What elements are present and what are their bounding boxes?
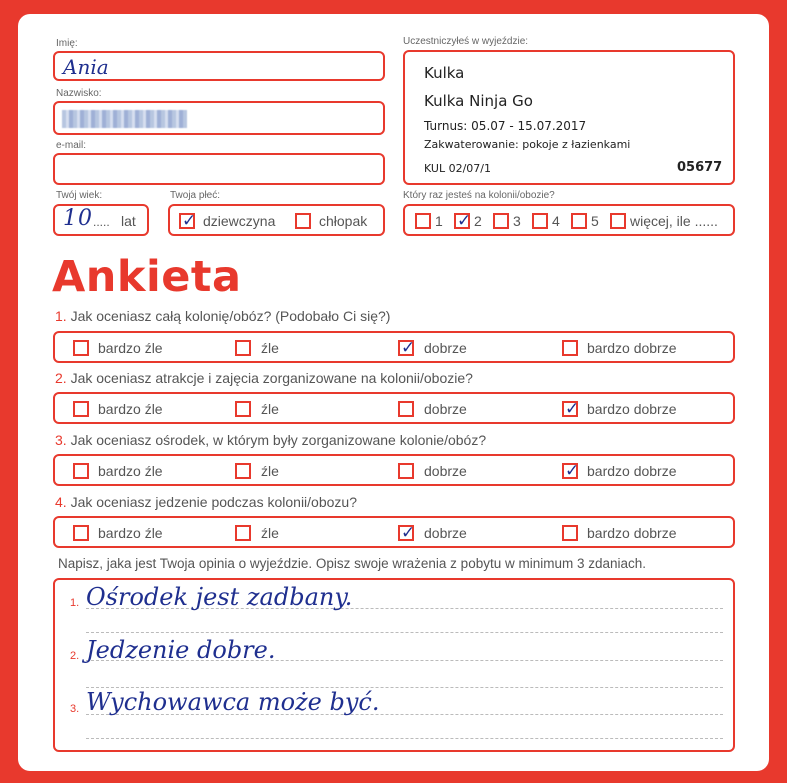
q4-checkbox-bardzo-zle[interactable] <box>73 525 89 541</box>
q2-label-dobrze: dobrze <box>424 401 467 417</box>
zakwaterowanie-value: pokoje z łazienkami <box>522 138 631 151</box>
question-3-scale <box>53 454 735 486</box>
question-3: 3. Jak oceniasz ośrodek, w którym były zorganizowane kolonie/obóz? <box>55 432 487 448</box>
trip-code: KUL 02/07/1 <box>424 162 491 175</box>
question-4: 4. Jak oceniasz jedzenie podczas kolonii/obozu? <box>55 494 357 510</box>
q4-checkbox-zle[interactable] <box>235 525 251 541</box>
times-label-1: 1 <box>435 213 443 229</box>
survey-title: Ankieta <box>52 252 242 302</box>
trip-line2: Kulka Ninja Go <box>424 92 533 110</box>
checkmark-icon: ✓ <box>401 338 416 358</box>
label-imie: Imię: <box>56 38 78 49</box>
question-2: 2. Jak oceniasz atrakcje i zajęcia zorganizowane na kolonii/obozie? <box>55 370 473 386</box>
q2-label-bardzo-dobrze: bardzo dobrze <box>587 401 677 417</box>
q1-label-dobrze: dobrze <box>424 340 467 356</box>
checkbox-times-3[interactable] <box>493 213 509 229</box>
times-label-4: 4 <box>552 213 560 229</box>
q3-checkbox-bardzo-dobrze[interactable] <box>562 463 578 479</box>
q3-label-zle: źle <box>261 463 279 479</box>
q4-checkbox-dobrze[interactable] <box>398 525 414 541</box>
checkmark-icon: ✓ <box>182 211 197 231</box>
q3-checkbox-dobrze[interactable] <box>398 463 414 479</box>
wiek-unit: lat <box>121 213 136 229</box>
wiek-field[interactable] <box>53 204 149 236</box>
times-label-2: 2 <box>474 213 482 229</box>
ktory-raz-field <box>403 204 735 236</box>
checkbox-times-2[interactable] <box>454 213 470 229</box>
label-nazwisko: Nazwisko: <box>56 88 102 99</box>
turnus-label: Turnus: <box>424 119 468 133</box>
label-email: e-mail: <box>56 140 87 151</box>
q4-label-zle: źle <box>261 525 279 541</box>
q4-label-dobrze: dobrze <box>424 525 467 541</box>
trip-info-box <box>403 50 735 185</box>
imie-field[interactable] <box>53 51 385 81</box>
checkmark-icon: ✓ <box>565 461 580 481</box>
q3-label-bardzo-dobrze: bardzo dobrze <box>587 463 677 479</box>
q3-checkbox-bardzo-zle[interactable] <box>73 463 89 479</box>
turnus-value: 05.07 - 15.07.2017 <box>471 119 587 133</box>
q2-label-bardzo-zle: bardzo źle <box>98 401 163 417</box>
redacted-surname <box>62 110 187 128</box>
writing-line-2 <box>86 632 723 633</box>
q1-checkbox-bardzo-dobrze[interactable] <box>562 340 578 356</box>
q1-label-bardzo-zle: bardzo źle <box>98 340 163 356</box>
wiek-value: 10 <box>63 206 93 231</box>
trip-line1: Kulka <box>424 64 465 82</box>
checkbox-times-1[interactable] <box>415 213 431 229</box>
checkmark-icon: ✓ <box>401 523 416 543</box>
label-dziewczyna: dziewczyna <box>203 213 276 229</box>
opinion-prompt: Napisz, jaka jest Twoja opinia o wyjeździe. Opisz swoje wrażenia z pobytu w minimum 3 zdaniach. <box>58 556 647 571</box>
q3-label-dobrze: dobrze <box>424 463 467 479</box>
writing-line-6 <box>86 738 723 739</box>
q3-checkbox-zle[interactable] <box>235 463 251 479</box>
opinion-line-1: Ośrodek jest zadbany. <box>86 583 353 611</box>
checkbox-times-5[interactable] <box>571 213 587 229</box>
checkbox-chlopak[interactable] <box>295 213 311 229</box>
q2-checkbox-zle[interactable] <box>235 401 251 417</box>
email-field[interactable] <box>53 153 385 185</box>
q2-label-zle: źle <box>261 401 279 417</box>
q2-checkbox-bardzo-dobrze[interactable] <box>562 401 578 417</box>
q1-checkbox-zle[interactable] <box>235 340 251 356</box>
imie-value: Ania <box>63 55 109 79</box>
label-plec: Twoja płeć: <box>170 190 221 201</box>
checkbox-times-4[interactable] <box>532 213 548 229</box>
opinion-line-num-1: 1. <box>70 597 80 609</box>
times-label-3: 3 <box>513 213 521 229</box>
opinion-line-3: Wychowawca może być. <box>86 688 380 716</box>
times-label-5: 5 <box>591 213 599 229</box>
checkbox-dziewczyna[interactable] <box>179 213 195 229</box>
checkbox-times-more[interactable] <box>610 213 626 229</box>
q2-checkbox-bardzo-zle[interactable] <box>73 401 89 417</box>
question-4-scale <box>53 516 735 548</box>
label-chlopak: chłopak <box>319 213 368 229</box>
question-2-scale <box>53 392 735 424</box>
plec-field <box>168 204 385 236</box>
checkmark-icon: ✓ <box>565 399 580 419</box>
q3-label-bardzo-zle: bardzo źle <box>98 463 163 479</box>
question-1: 1. Jak oceniasz całą kolonię/obóz? (Podobało Ci się?) <box>55 308 391 324</box>
q4-checkbox-bardzo-dobrze[interactable] <box>562 525 578 541</box>
checkmark-icon: ✓ <box>457 211 472 231</box>
q2-checkbox-dobrze[interactable] <box>398 401 414 417</box>
times-label-more: więcej, ile ...... <box>630 213 718 229</box>
q1-checkbox-bardzo-zle[interactable] <box>73 340 89 356</box>
label-wiek: Twój wiek: <box>56 190 103 201</box>
wiek-dots: ..... <box>93 215 110 229</box>
opinion-line-num-2: 2. <box>70 650 80 662</box>
label-uczestnik: Uczestniczyłeś w wyjeździe: <box>403 36 529 47</box>
label-ktory-raz: Który raz jesteś na kolonii/obozie? <box>403 190 555 201</box>
q4-label-bardzo-zle: bardzo źle <box>98 525 163 541</box>
q4-label-bardzo-dobrze: bardzo dobrze <box>587 525 677 541</box>
opinion-line-2: Jedzenie dobre. <box>86 636 276 664</box>
trip-number: 05677 <box>677 160 723 175</box>
opinion-line-num-3: 3. <box>70 703 80 715</box>
q1-label-bardzo-dobrze: bardzo dobrze <box>587 340 677 356</box>
q1-label-zle: źle <box>261 340 279 356</box>
zakwaterowanie-label: Zakwaterowanie: <box>424 138 519 151</box>
question-1-scale <box>53 331 735 363</box>
q1-checkbox-dobrze[interactable] <box>398 340 414 356</box>
